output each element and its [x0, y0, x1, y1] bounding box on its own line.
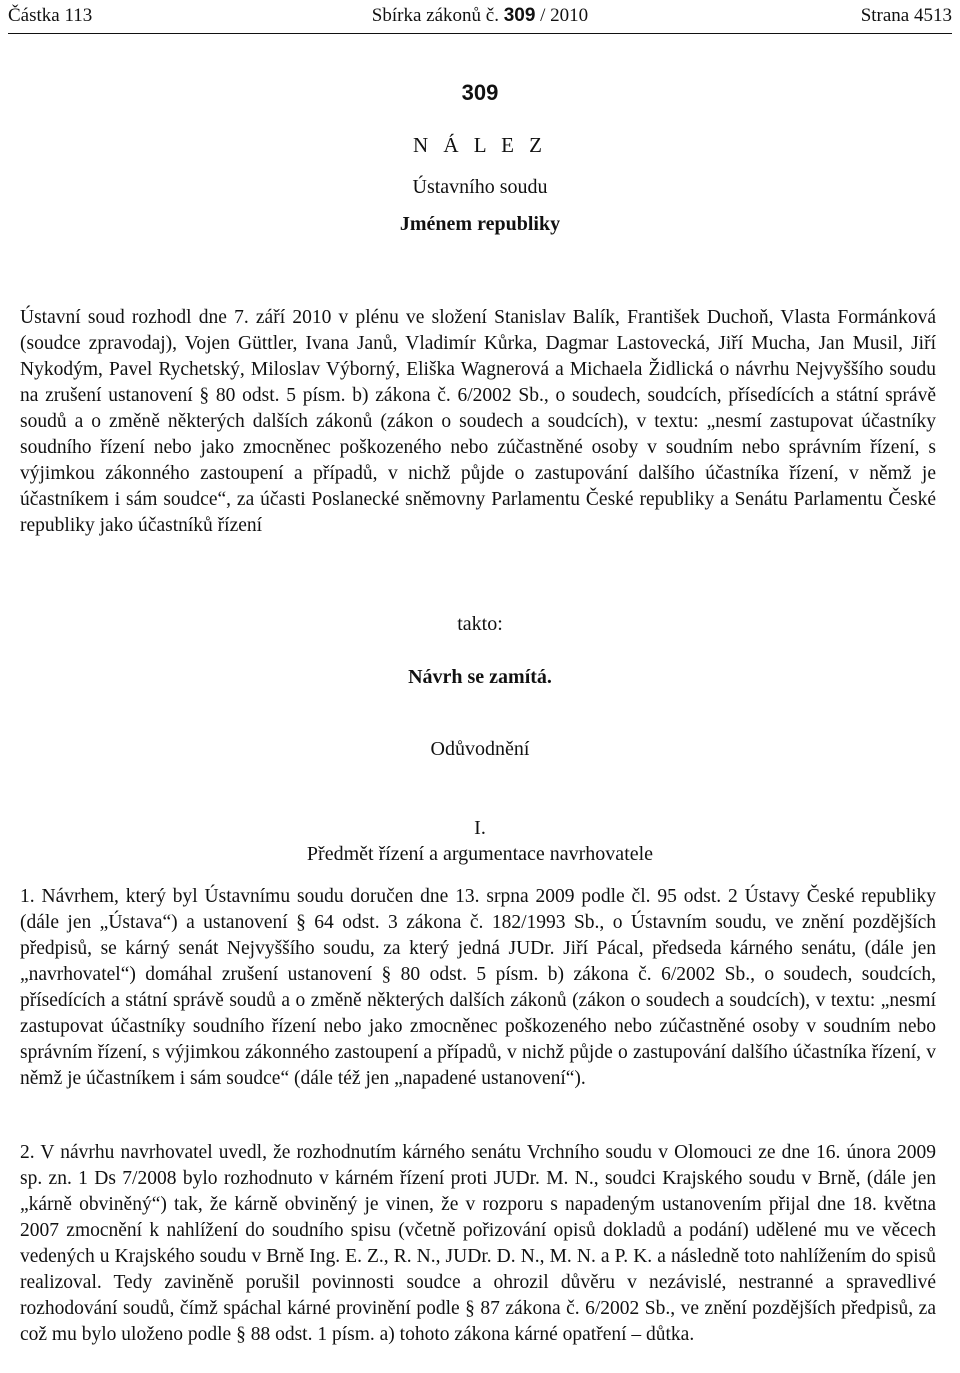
- header-divider: [8, 33, 952, 34]
- intro-paragraph: Ústavní soud rozhodl dne 7. září 2010 v plénu ve složení Stanislav Balík, František Duchoň, Vlasta Formánková (soudce zpravodaj), Vojen Güttler, Ivana Janů, Vladimír Kůrka, Dagmar Lastovecká, Jiří Mucha, Jan Musil, Jiří Nykodým, Pavel Rychetský, Miloslav Výborný, Eliška Wagnerová a Michaela Židlická o návrhu Nejvyššího soudu na zrušení ustanovení § 80 odst. 5 písm. b) zákona č. 6/2002 Sb., o soudech, soudcích, přísedících a státní správě soudů a o změně některých dalších zákonů (zákon o soudech a soudcích), v textu: „nesmí zastupovat účastníky soudního řízení nebo jako zmocněnec poškozeného nebo zúčastněné osoby v soudním nebo správním řízení, s výjimkou zákonného zastoupení a případů, v nichž půjde o zastupování dalšího účastníka řízení, v němž je účastníkem i sám soudce“, za účasti Poslanecké sněmovny Parlamentu České republiky a Senátu Parlamentu České republiky jako účastníků řízení: [20, 307, 936, 536]
- header-collection: [8, 4, 952, 28]
- page-header: [8, 4, 952, 28]
- header-collection-prefix: Sbírka zákonů č.: [371, 5, 504, 26]
- paragraph-1: 1. Návrhem, který byl Ústavnímu soudu doručen dne 13. srpna 2009 podle čl. 95 odst. 2 Ústavy České republiky (dále jen „Ústava“) a ustanovení § 64 odst. 3 zákona č. 182/1993 Sb., o Ústavním soudu, ve znění pozdějších předpisů, se kárný senát Nejvyššího soudu, za který jedná JUDr. Jiří Pácal, předseda kárného senátu, (dále jen „navrhovatel“) domáhal zrušení ustanovení § 80 odst. 5 písm. b) zákona č. 6/2002 Sb., o soudech, soudcích, přísedících a státní správě soudů a o změně některých dalších zákonů (zákon o soudech a soudcích), v textu: „nesmí zastupovat účastníky soudního řízení nebo jako zmocněnec poškozeného nebo zúčastněné osoby v soudním nebo správním řízení, s výjimkou zákonného zastoupení a případů, v nichž půjde o zastupování dalšího účastníka řízení, v němž je účastníkem i sám soudce“ (dále též jen „napadené ustanovení“).: [20, 886, 936, 1089]
- section-numeral: I.: [474, 817, 486, 839]
- court-name: Ústavního soudu: [412, 176, 548, 198]
- document-type: N Á L E Z: [412, 133, 548, 157]
- verdict: Návrh se zamítá.: [408, 666, 552, 688]
- takto-label: takto:: [457, 613, 503, 635]
- header-collection-number: 309: [503, 5, 536, 26]
- header-part: Částka 113: [8, 5, 93, 26]
- section-title: Předmět řízení a argumentace navrhovatele: [306, 843, 654, 865]
- paragraph-2: 2. V návrhu navrhovatel uvedl, že rozhodnutím kárného senátu Vrchního soudu v Olomouci ze dne 16. února 2009 sp. zn. 1 Ds 7/2008 bylo rozhodnuto v kárném řízení proti JUDr. M. N., soudci Krajského soudu v Brně, (dále jen „kárně obviněný“) tak, že kárně obviněný je vinen, že v rozporu s napadeným ustanovením přijal dne 18. května 2007 zmocnění k nahlížení do soudního spisu (včetně pořizování opisů dokladů a podání) udělené mu ve věcech vedených u Krajského soudu v Brně Ing. E. Z., R. N., JUDr. D. N., M. N. a P. K. a následně toto nahlížením do spisů realizoval. Tedy zaviněně porušil povinnosti soudce a ohrozil důvěru v nezávislé, nestranné a spravedlivé rozhodování soudů, čímž spáchal kárné provinění podle § 87 zákona č. 6/2002 Sb., ve znění pozdějších předpisů, za což mu bylo uloženo podle § 88 odst. 1 písm. a) tohoto zákona kárné opatření – důtka.: [20, 1142, 936, 1345]
- reasoning-heading: Odůvodnění: [430, 738, 530, 760]
- in-name-of-republic: Jménem republiky: [399, 213, 561, 235]
- header-collection-suffix: / 2010: [535, 5, 589, 26]
- header-page-number: Strana 4513: [860, 5, 952, 26]
- document-number: 309: [461, 80, 499, 105]
